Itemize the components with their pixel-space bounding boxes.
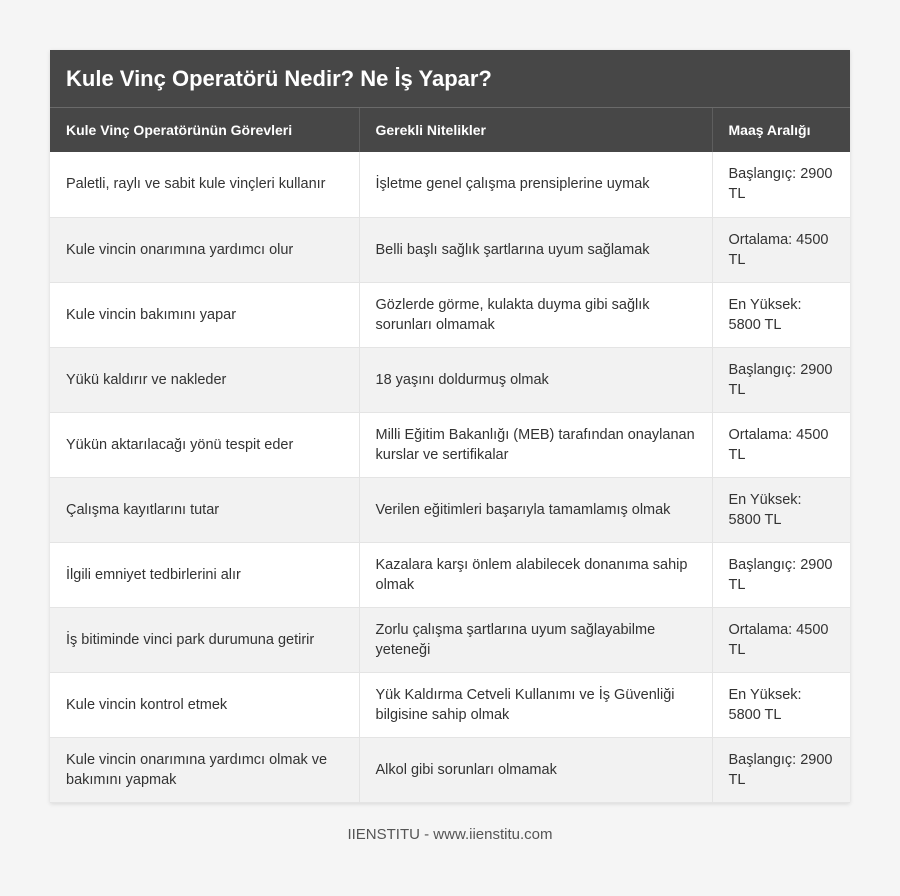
duty-cell: Paletli, raylı ve sabit kule vinçleri kullanır xyxy=(50,152,359,217)
duty-cell: Kule vincin bakımını yapar xyxy=(50,282,359,347)
duty-cell: İlgili emniyet tedbirlerini alır xyxy=(50,542,359,607)
salary-cell: Ortalama: 4500 TL xyxy=(712,412,850,477)
duty-cell: İş bitiminde vinci park durumuna getirir xyxy=(50,607,359,672)
table-row xyxy=(50,282,850,347)
footer-credit: IIENSTITU - www.iienstitu.com xyxy=(347,826,553,843)
qualification-cell: Kazalara karşı önlem alabilecek donanıma sahip olmak xyxy=(359,542,712,607)
duty-cell: Kule vincin kontrol etmek xyxy=(50,672,359,737)
salary-cell: Ortalama: 4500 TL xyxy=(712,607,850,672)
table-row xyxy=(50,607,850,672)
table-row xyxy=(50,542,850,607)
data-table xyxy=(50,108,850,803)
duty-cell: Kule vincin onarımına yardımcı olur xyxy=(50,217,359,282)
qualification-cell: Gözlerde görme, kulakta duyma gibi sağlık sorunları olmamak xyxy=(359,282,712,347)
salary-cell: Başlangıç: 2900 TL xyxy=(712,737,850,802)
table-row xyxy=(50,347,850,412)
table-title: Kule Vinç Operatörü Nedir? Ne İş Yapar? xyxy=(50,50,850,108)
salary-cell: En Yüksek: 5800 TL xyxy=(712,477,850,542)
salary-cell: Başlangıç: 2900 TL xyxy=(712,542,850,607)
table-row xyxy=(50,412,850,477)
qualification-cell: Milli Eğitim Bakanlığı (MEB) tarafından onaylanan kurslar ve sertifikalar xyxy=(359,412,712,477)
table-card xyxy=(50,50,850,803)
column-header-qualifications: Gerekli Nitelikler xyxy=(359,108,712,152)
duty-cell: Kule vincin onarımına yardımcı olmak ve bakımını yapmak xyxy=(50,737,359,802)
table-row xyxy=(50,217,850,282)
qualification-cell: İşletme genel çalışma prensiplerine uymak xyxy=(359,152,712,217)
table-row xyxy=(50,152,850,217)
duty-cell: Yükü kaldırır ve nakleder xyxy=(50,347,359,412)
qualification-cell: Alkol gibi sorunları olmamak xyxy=(359,737,712,802)
table-row xyxy=(50,672,850,737)
qualification-cell: Belli başlı sağlık şartlarına uyum sağlamak xyxy=(359,217,712,282)
duty-cell: Çalışma kayıtlarını tutar xyxy=(50,477,359,542)
qualification-cell: Zorlu çalışma şartlarına uyum sağlayabilme yeteneği xyxy=(359,607,712,672)
salary-cell: Başlangıç: 2900 TL xyxy=(712,152,850,217)
salary-cell: Ortalama: 4500 TL xyxy=(712,217,850,282)
column-header-salary: Maaş Aralığı xyxy=(712,108,850,152)
qualification-cell: Verilen eğitimleri başarıyla tamamlamış olmak xyxy=(359,477,712,542)
header-row xyxy=(50,108,850,152)
salary-cell: En Yüksek: 5800 TL xyxy=(712,672,850,737)
table-row xyxy=(50,477,850,542)
table-row xyxy=(50,737,850,802)
duty-cell: Yükün aktarılacağı yönü tespit eder xyxy=(50,412,359,477)
qualification-cell: Yük Kaldırma Cetveli Kullanımı ve İş Güvenliği bilgisine sahip olmak xyxy=(359,672,712,737)
salary-cell: Başlangıç: 2900 TL xyxy=(712,347,850,412)
column-header-duties: Kule Vinç Operatörünün Görevleri xyxy=(50,108,359,152)
qualification-cell: 18 yaşını doldurmuş olmak xyxy=(359,347,712,412)
salary-cell: En Yüksek: 5800 TL xyxy=(712,282,850,347)
